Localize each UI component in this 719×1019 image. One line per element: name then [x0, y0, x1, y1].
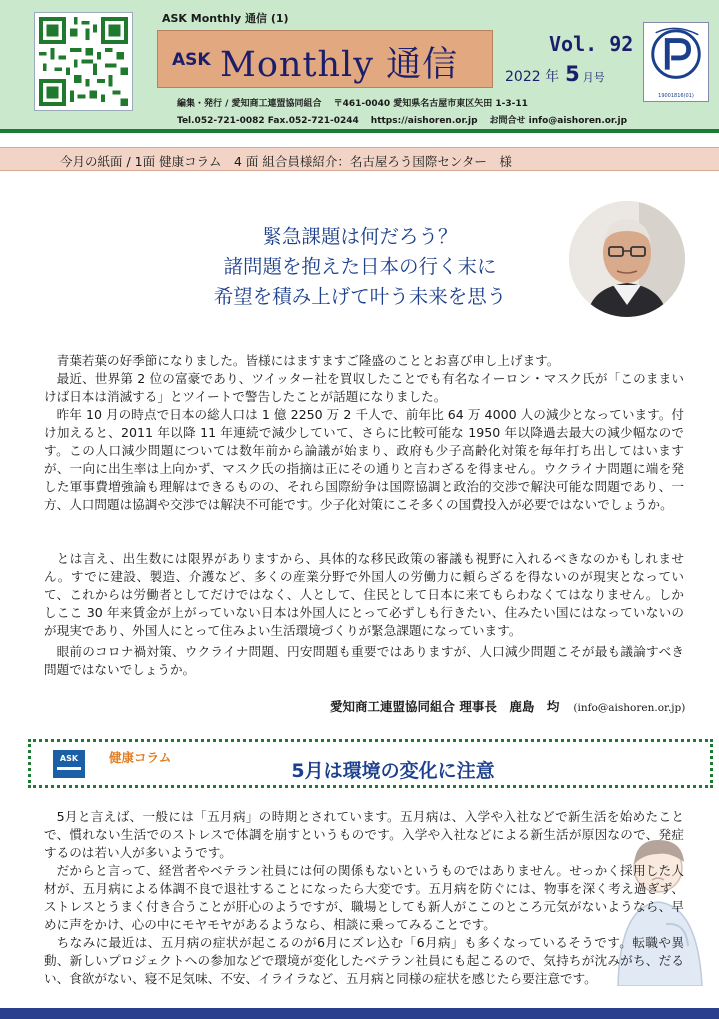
column-paragraph: だからと言って、経営者やベテラン社員には何の関係もないというものではありません。せっかく採用した人材が、五月病による体調不良で退社することになったら大変です。五月病を防ぐには、物事を深く考え過ぎず、ストレスとうまく付き合うことが肝心のようですが、職場としても新人がここのところ元気がないようなら、早めに声をかけ、心の中にモヤモヤがあるようなら、相談に乗ってみることです。: [44, 863, 684, 932]
signature: [330, 697, 685, 715]
ask-logo-text: ASK: [59, 754, 79, 763]
headline-line: 諸問題を抱えた日本の行く末に: [223, 255, 497, 278]
masthead-title: Monthly 通信: [220, 45, 459, 85]
masthead-ask: ASK: [172, 50, 211, 70]
privacy-mark-number: 19001816(01): [658, 93, 694, 99]
signature-name: 愛知商工連盟協同組合 理事長 鹿島 均: [330, 699, 560, 714]
headline-line: 希望を積み上げて叶う未来を思う: [213, 285, 507, 308]
feature-paragraph: 昨年 10 月の時点で日本の総人口は 1 億 2250 万 2 千人で、前年比 64 万 4000 人の減少となっています。付け加えると、2011 年以降 11 年連続で減少していて、さらに比較可能な 1950 年以降過去最大の減少幅なのです。この人口減少問題については数年前から論議が始まり、政府も少子高齢化対策を毎年打ち出してはいますが、一向に出生率は上向かず、マスク氏の指摘は正にその通りと言わざるを得ません。ウクライナ問題に端を発した軍事費増強論も理解はできるものの、それら国際紛争は国際協調と政治的交渉で解決可能な問題であり、一方、人口問題は協調や交渉では解決不可能です。少子化対策にこそ多くの国費投入が必要ではないでしょうか。: [44, 407, 684, 512]
website-link[interactable]: https://aishoren.or.jp: [370, 116, 478, 126]
contact-line: [177, 113, 639, 126]
inquiry-email[interactable]: お問合せ info@aishoren.or.jp: [489, 116, 628, 126]
column-label: 健康コラム: [109, 750, 172, 765]
privacy-mark-icon: [643, 22, 709, 102]
headline-line: 緊急課題は何だろう？: [262, 225, 458, 248]
issue-month: 5: [565, 62, 580, 86]
bottom-bar: [0, 1008, 719, 1019]
health-column-banner: [28, 739, 713, 788]
newsletter-header: [0, 0, 719, 133]
issue-date: [505, 62, 605, 86]
ask-logo-icon: [53, 750, 85, 778]
column-paragraph: 5月と言えば、一般には「五月病」の時期とされています。五月病は、入学や入社などで新生活を始めたことで、慣れない生活でのストレスで体調を崩すというものです。入学や入社などによる新生活が原因なので、発症するのは若い人が多いようです。: [44, 809, 684, 860]
column-title: 5月は環境の変化に注意: [291, 760, 495, 782]
issue-year: 2022 年: [505, 69, 560, 85]
feature-paragraph: 最近、世界第 2 位の富豪であり、ツイッター社を買収したことでも有名なイーロン・マスク氏が「このままいけば日本は消滅する」とツイートで警告したことが話題になりました。: [44, 371, 684, 404]
contents-bar: [0, 147, 719, 171]
feature-paragraph: とは言え、出生数には限界がありますから、具体的な移民政策の審議も視野に入れるべきなのかもしれません。すでに建設、製造、介護など、多くの産業分野で外国人の労働力に頼らざるを得ないのが現実となっていて、これからは労働者としてだけではなく、人として、住民として日本に来てもらわなくてはなりません。しかしここ 30 年来賃金が上がっていない日本は外国人にとって必ずしも行きたい、住みたい国にはなっていないのが現実であり、外国人にとって住みよい生活環境づくりが緊急課題になっています。: [44, 551, 684, 638]
feature-paragraph: 眼前のコロナ禍対策、ウクライナ問題、円安問題も重要ではありますが、人口減少問題こそが最も議論すべき問題ではないでしょうか。: [44, 644, 684, 677]
qr-code-icon[interactable]: [34, 12, 133, 111]
issue-month-unit: 月号: [582, 71, 605, 84]
address: 〒461-0040 愛知県名古屋市東区矢田 1-3-11: [333, 99, 528, 109]
contents-text: 今月の紙面 / 1面 健康コラム 4 面 組合員様紹介：名古屋ろう国際センター 様: [60, 154, 512, 169]
volume-number: Vol. 92: [549, 32, 634, 56]
column-paragraph: ちなみに最近は、五月病の症状が起こるのが6月にズレ込む「6月病」も多くなっているそうです。転職や異動、新しいプロジェクトへの参加などで環境が変化したベテラン社員にも起こるので、気持ちが沈みがち、だるい、食欲がない、寝不足気味、不安、イライラなど、五月病と同様の症状を感じたら要注意です。: [44, 935, 684, 986]
publisher-line: [177, 96, 540, 109]
feature-paragraph: 青葉若葉の好季節になりました。皆様にはますますご隆盛のこととお喜び申し上げます。: [56, 353, 560, 368]
chairman-portrait: [569, 201, 685, 317]
feature-headline: [160, 222, 560, 312]
signature-email[interactable]: (info@aishoren.or.jp): [573, 702, 686, 714]
masthead-title-box: [157, 30, 493, 88]
newsletter-series-label: ASK Monthly 通信 (1): [162, 12, 289, 25]
tel-fax: Tel.052-721-0082 Fax.052-721-0244: [177, 116, 359, 126]
publisher: 編集・発行 / 愛知商工連盟協同組合: [177, 99, 322, 109]
